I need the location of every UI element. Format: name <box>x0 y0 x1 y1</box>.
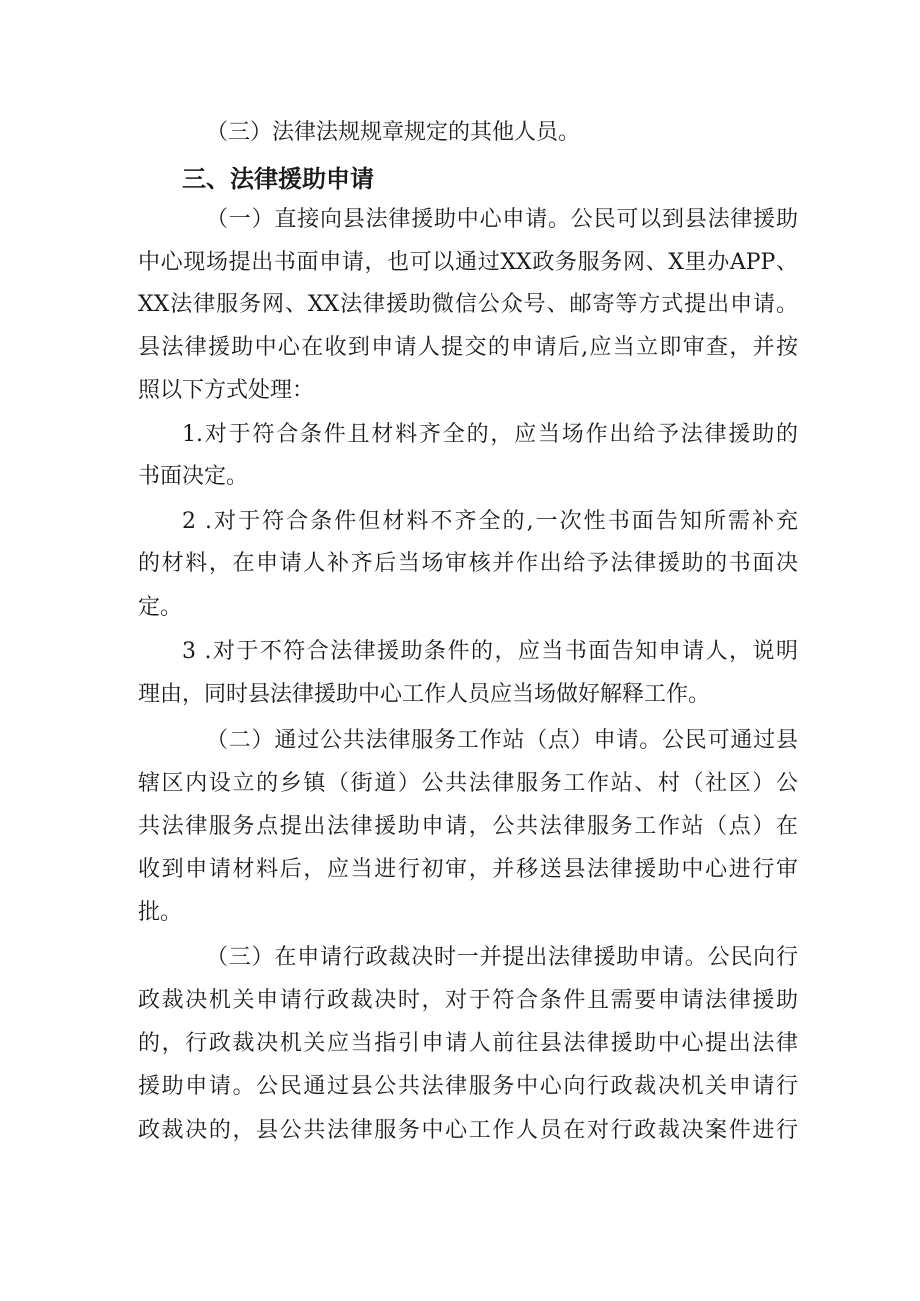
paragraph-line: XX法律服务网、XX法律援助微信公众号、邮寄等方式提出申请。 <box>138 292 798 317</box>
paragraph-line: 照以下方式处理： <box>138 378 315 403</box>
paragraph-line: 2 .对于符合条件但材料不齐全的,一次性书面告知所需补充 <box>182 509 798 534</box>
paragraph-line: 批。 <box>138 900 183 925</box>
section-heading: 三、法律援助申请 <box>182 165 374 193</box>
paragraph-line: 定。 <box>138 595 183 620</box>
paragraph-line: 中心现场提出书面申请，也可以通过XX政务服务网、X里办APP、 <box>138 250 798 275</box>
paragraph-line: 1.对于符合条件且材料齐全的，应当场作出给予法律援助的 <box>182 422 798 447</box>
paragraph-line: 的，行政裁决机关应当指引申请人前往县法律援助中心提出法律 <box>138 1031 798 1056</box>
paragraph-line: （三）在申请行政裁决时一并提出法律援助申请。公民向行 <box>206 945 798 970</box>
paragraph-line: 的材料，在申请人补齐后当场审核并作出给予法律援助的书面决 <box>138 551 798 576</box>
paragraph-line: 书面决定。 <box>138 464 249 489</box>
paragraph-line: 援助申请。公民通过县公共法律服务中心向行政裁决机关申请行 <box>138 1074 798 1099</box>
paragraph-line: （二）通过公共法律服务工作站（点）申请。公民可通过县 <box>206 728 798 753</box>
paragraph-line: 共法律服务点提出法律援助申请，公共法律服务工作站（点）在 <box>138 814 798 839</box>
paragraph-line: 政裁决机关申请行政裁决时，对于符合条件且需要申请法律援助 <box>138 988 798 1013</box>
paragraph-line: 收到申请材料后，应当进行初审，并移送县法律援助中心进行审 <box>138 857 798 882</box>
paragraph-line: 辖区内设立的乡镇（街道）公共法律服务工作站、村（社区）公 <box>138 771 798 796</box>
paragraph-line: 理由，同时县法律援助中心工作人员应当场做好解释工作。 <box>138 682 711 707</box>
paragraph-line: 政裁决的，县公共法律服务中心工作人员在对行政裁决案件进行 <box>138 1118 798 1143</box>
paragraph-line: 县法律援助中心在收到申请人提交的申请后,应当立即审查，并按 <box>138 335 798 360</box>
paragraph-line: （一）直接向县法律援助中心申请。公民可以到县法律援助 <box>206 207 798 232</box>
paragraph-line: 3 .对于不符合法律援助条件的，应当书面告知申请人，说明 <box>182 639 798 664</box>
paragraph-line: （三）法律法规规章规定的其他人员。 <box>206 120 581 145</box>
